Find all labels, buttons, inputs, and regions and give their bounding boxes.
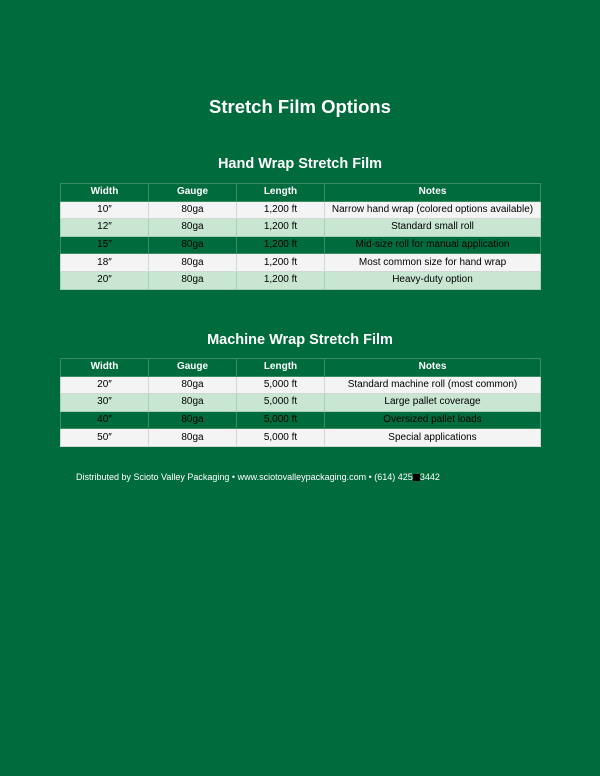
- cell-width: 50″: [61, 429, 149, 447]
- machine-wrap-section-title: Machine Wrap Stretch Film: [207, 332, 393, 348]
- table-row: [61, 271, 541, 289]
- footer-text-start: Distributed by Scioto Valley Packaging • www.sciotovalleypackaging.com • (614) 425: [76, 472, 413, 482]
- cell-notes: Most common size for hand wrap: [325, 254, 541, 272]
- cell-length: 1,200 ft: [237, 201, 325, 219]
- hand-wrap-section-title: Hand Wrap Stretch Film: [217, 156, 383, 172]
- cell-gauge: 80ga: [149, 429, 237, 447]
- cell-notes: Narrow hand wrap (colored options available): [325, 201, 541, 219]
- table-row: [61, 201, 541, 219]
- table-row: [61, 394, 541, 412]
- cell-width: 40″: [61, 411, 149, 429]
- redaction-mark: [413, 474, 420, 481]
- cell-gauge: 80ga: [149, 394, 237, 412]
- cell-gauge: 80ga: [149, 219, 237, 237]
- table-row: [61, 254, 541, 272]
- cell-width: 12″: [61, 219, 149, 237]
- cell-length: 1,200 ft: [237, 254, 325, 272]
- cell-length: 5,000 ft: [237, 376, 325, 394]
- cell-notes: Heavy-duty option: [325, 271, 541, 289]
- cell-length: 1,200 ft: [237, 219, 325, 237]
- table-row: [61, 236, 541, 254]
- cell-notes: Standard small roll: [325, 219, 541, 237]
- cell-notes: Standard machine roll (most common): [325, 376, 541, 394]
- table-row: [61, 411, 541, 429]
- cell-notes: Large pallet coverage: [325, 394, 541, 412]
- machine-wrap-table: [60, 358, 541, 447]
- cell-width: 30″: [61, 394, 149, 412]
- cell-width: 10″: [61, 201, 149, 219]
- cell-length: 1,200 ft: [237, 236, 325, 254]
- cell-gauge: 80ga: [149, 271, 237, 289]
- cell-width: 15″: [61, 236, 149, 254]
- column-header-length: Length: [237, 184, 325, 202]
- table-header-row: [61, 359, 541, 377]
- table-row: [61, 376, 541, 394]
- cell-length: 5,000 ft: [237, 411, 325, 429]
- footer-text-end: 3442: [419, 472, 440, 482]
- column-header-notes: Notes: [325, 184, 541, 202]
- cell-gauge: 80ga: [149, 376, 237, 394]
- cell-gauge: 80ga: [149, 236, 237, 254]
- column-header-gauge: Gauge: [149, 359, 237, 377]
- cell-notes: Mid-size roll for manual application: [325, 236, 541, 254]
- cell-length: 5,000 ft: [237, 394, 325, 412]
- cell-width: 20″: [61, 271, 149, 289]
- column-header-gauge: Gauge: [149, 184, 237, 202]
- footer-distributor-line: [76, 472, 440, 483]
- cell-notes: Oversized pallet loads: [325, 411, 541, 429]
- cell-gauge: 80ga: [149, 411, 237, 429]
- cell-length: 5,000 ft: [237, 429, 325, 447]
- table-row: [61, 219, 541, 237]
- table-row: [61, 429, 541, 447]
- cell-gauge: 80ga: [149, 254, 237, 272]
- cell-notes: Special applications: [325, 429, 541, 447]
- cell-width: 20″: [61, 376, 149, 394]
- table-header-row: [61, 184, 541, 202]
- cell-length: 1,200 ft: [237, 271, 325, 289]
- page-title: Stretch Film Options: [209, 96, 391, 117]
- column-header-width: Width: [61, 184, 149, 202]
- cell-gauge: 80ga: [149, 201, 237, 219]
- column-header-notes: Notes: [325, 359, 541, 377]
- cell-width: 18″: [61, 254, 149, 272]
- column-header-length: Length: [237, 359, 325, 377]
- column-header-width: Width: [61, 359, 149, 377]
- hand-wrap-table: [60, 183, 541, 290]
